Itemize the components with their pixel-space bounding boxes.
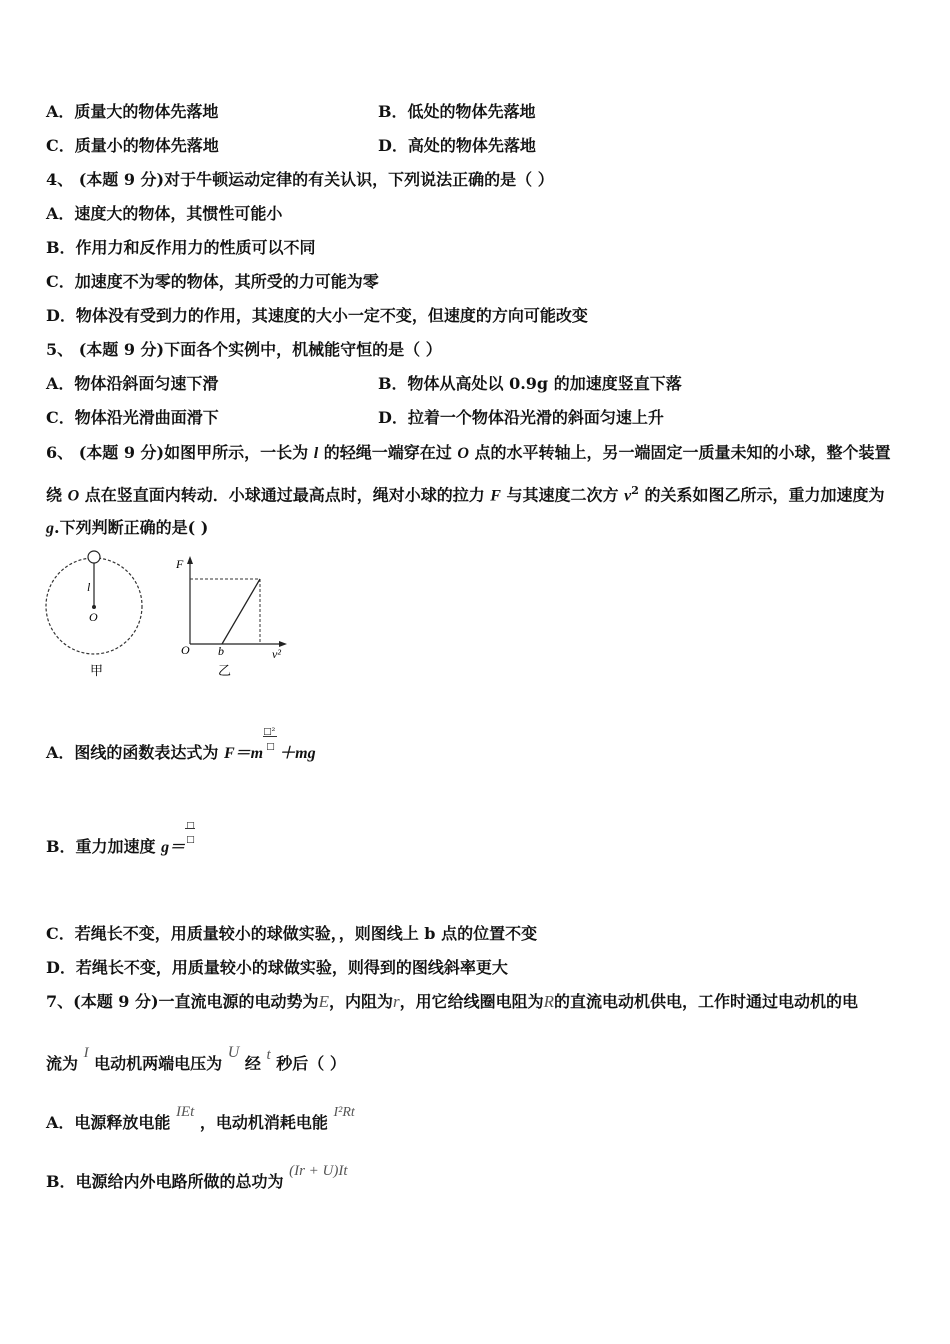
q7-stem-line2: 流为 I 电动机两端电压为 U 经 t 秒后（ ） (46, 1044, 346, 1073)
q6-option-b: B．重力加速度 g＝ □ □ (46, 837, 197, 858)
q7-stem-line1: 7、(本题 9 分)一直流电源的电动势为E，内阻为r，用它给线圈电阻为R的直流电动机供电，工作时通过电动机的电 (46, 992, 859, 1011)
q5-option-d: D．拉着一个物体沿光滑的斜面匀速上升 (378, 408, 664, 427)
caption-jia: 甲 (90, 663, 104, 678)
q6-stem-line1: 6、 (本题 9 分)如图甲所示，一长为 l 的轻绳一端穿在过 O 点的水平转轴上，另一端固定一质量未知的小球，整个装置 (46, 443, 891, 462)
q6-option-c: C．若绳长不变，用质量较小的球做实验，，则图线上 b 点的位置不变 (46, 924, 538, 943)
q4-option-a: A．速度大的物体，其惯性可能小 (46, 204, 283, 223)
y-axis-arrow (187, 556, 193, 564)
label-l: l (87, 580, 91, 594)
q3-option-d: D．高处的物体先落地 (378, 136, 536, 155)
q4-option-c: C．加速度不为零的物体，其所受的力可能为零 (46, 272, 379, 291)
q5-option-a: A．物体沿斜面匀速下滑 (46, 374, 219, 393)
q6-stem-line2: 绕 O 点在竖直面内转动．小球通过最高点时，绳对小球的拉力 F 与其速度二次方 $v^2$ 的关系如图乙所示，重力加速度为 (46, 484, 885, 505)
q6-option-d: D．若绳长不变，用质量较小的球做实验，则得到的图线斜率更大 (46, 958, 508, 977)
q3-option-a: A．质量大的物体先落地 (46, 102, 219, 121)
q6-option-a: A．图线的函数表达式为 F＝m □² □ ＋mg (46, 743, 316, 764)
label-o: O (89, 610, 98, 624)
label-o: O (181, 643, 190, 657)
graph-line (222, 579, 260, 644)
q5-stem: 5、 (本题 9 分)下面各个实例中，机械能守恒的是（ ） (46, 340, 442, 359)
q5-option-c: C．物体沿光滑曲面滑下 (46, 408, 219, 427)
pivot-point (92, 605, 96, 609)
fraction-denominator: □ (186, 835, 195, 845)
figure-jia (40, 546, 152, 686)
q5-option-b: B．物体从高处以 0.9g 的加速度竖直下落 (378, 374, 682, 393)
fraction-numerator: □ (186, 821, 195, 831)
caption-yi: 乙 (218, 663, 232, 678)
q7-option-a: A．电源释放电能 IEt ，电动机消耗电能 I²Rt (46, 1104, 355, 1132)
q3-option-c: C．质量小的物体先落地 (46, 136, 219, 155)
q6-stem-line3: g.下列判断正确的是( ) (46, 518, 209, 537)
label-f: F (176, 557, 184, 571)
figure-yi (172, 554, 292, 684)
q7-option-b: B．电源给内外电路所做的总功为 (Ir + U)It (46, 1163, 348, 1191)
fraction-numerator: □² (263, 727, 276, 737)
fraction-denominator: □ (266, 742, 275, 752)
q4-option-d: D．物体没有受到力的作用，其速度的大小一定不变，但速度的方向可能改变 (46, 306, 588, 325)
q4-option-b: B．作用力和反作用力的性质可以不同 (46, 238, 316, 257)
q4-stem: 4、 (本题 9 分)对于牛顿运动定律的有关认识，下列说法正确的是（ ） (46, 170, 554, 189)
ball (88, 551, 100, 563)
fraction-bar (185, 828, 195, 829)
q3-option-b: B．低处的物体先落地 (378, 102, 536, 121)
label-v2: v² (272, 647, 281, 661)
label-b: b (218, 644, 224, 658)
